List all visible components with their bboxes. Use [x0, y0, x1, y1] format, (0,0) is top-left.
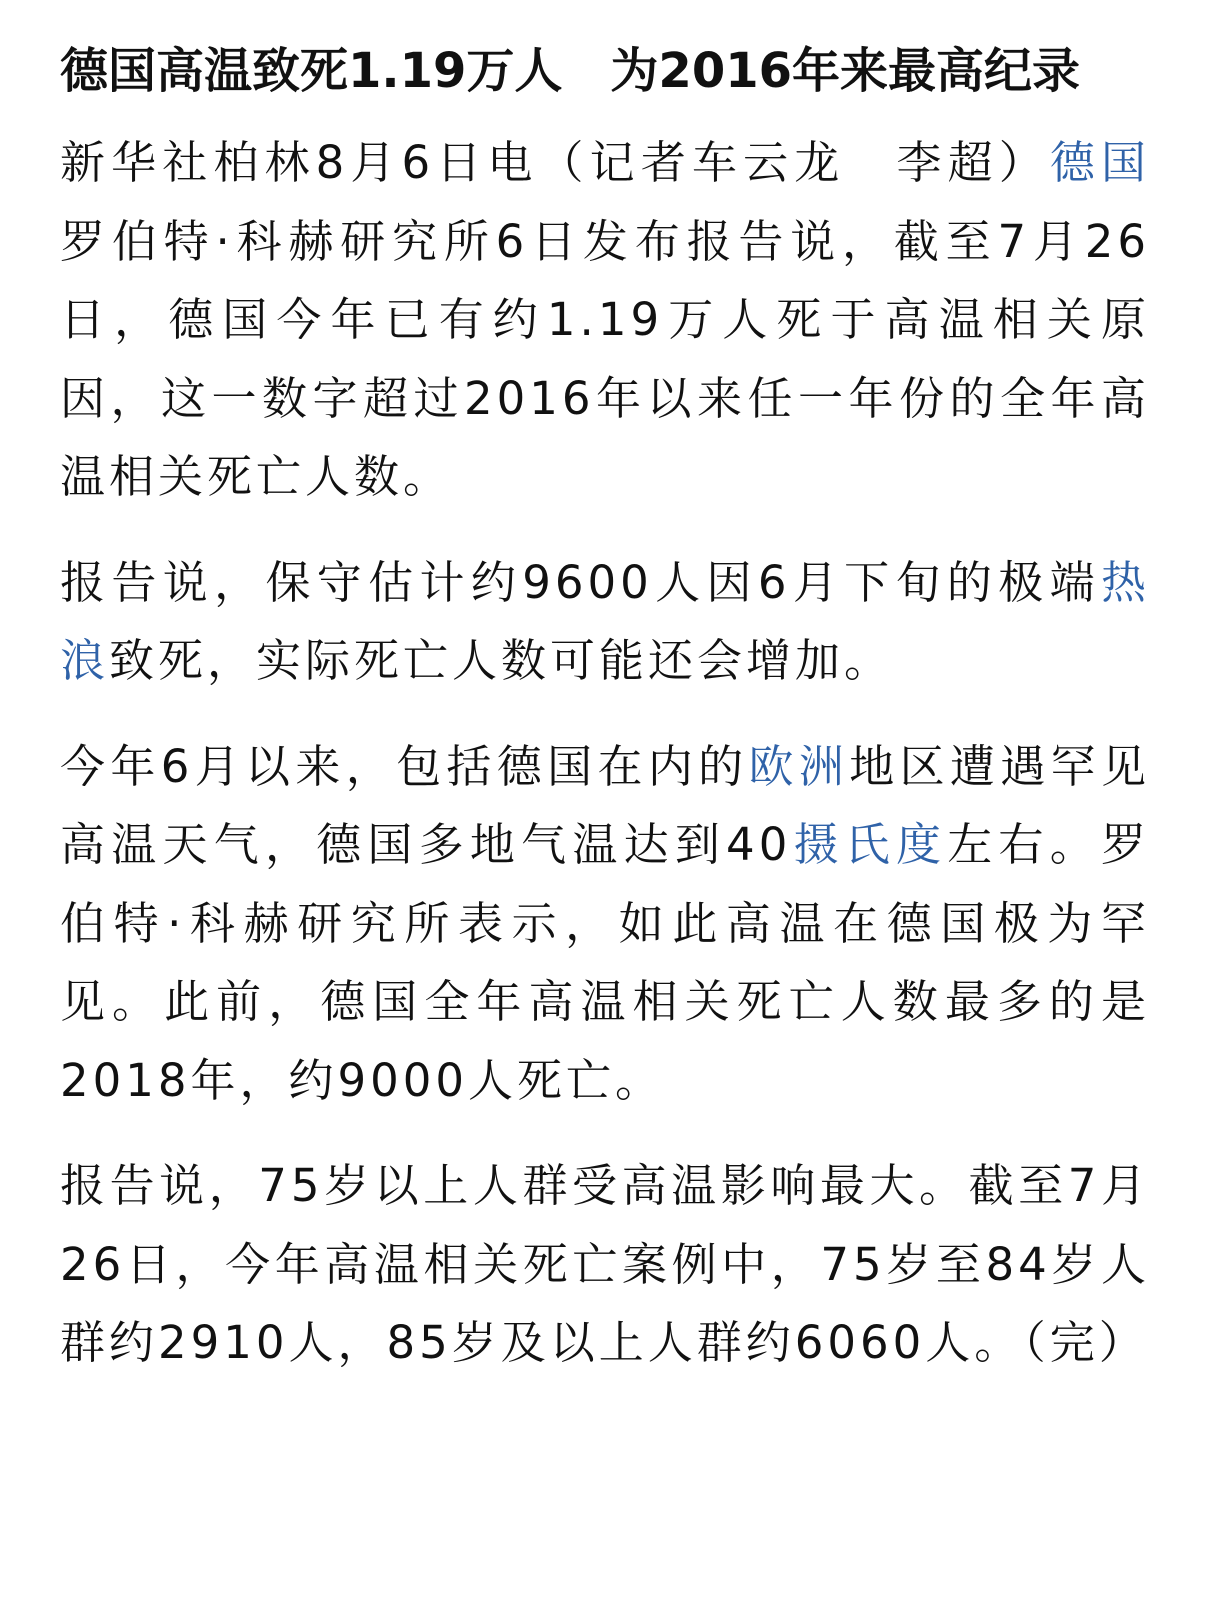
paragraph-1: [60, 124, 1150, 517]
article: [60, 0, 1150, 1383]
link-germany[interactable]: 德国: [1049, 136, 1150, 189]
paragraph-3: [60, 728, 1150, 1121]
paragraph-1-text-b: 罗伯特·科赫研究所6日发布报告说，截至7月26日，德国今年已有约1.19万人死于高温相关原因，这一数字超过2016年以来任一年份的全年高温相关死亡人数。: [60, 214, 1150, 503]
link-heatwave[interactable]: 热浪: [60, 555, 1150, 687]
link-europe[interactable]: 欧洲: [748, 739, 850, 793]
paragraph-4-text-a: 报告说，75岁以上人群受高温影响最大。截至7月26日，今年高温相关死亡案例中，75岁至84岁人群约2910人，85岁及以上人群约6060人。（完）: [60, 1159, 1150, 1369]
headline: 德国高温致死1.19万人 为2016年来最高纪录: [60, 43, 1081, 99]
paragraph-4: [60, 1147, 1150, 1383]
paragraph-3-text-c: 左右。罗伯特·科赫研究所表示，如此高温在德国极为罕见。此前，德国全年高温相关死亡人数最多的是2018年，约9000人死亡。: [60, 818, 1150, 1107]
paragraph-1-text-a: 新华社柏林8月6日电（记者车云龙 李超）: [60, 136, 1050, 189]
paragraph-2-text-b: 致死，实际死亡人数可能还会增加。: [109, 634, 894, 687]
paragraph-3-text-b: 地区遭遇罕见高温天气，德国多地气温达到40: [60, 739, 1150, 871]
paragraph-2-text-a: 报告说，保守估计约9600人因6月下旬的极端: [60, 555, 1101, 609]
link-celsius[interactable]: 摄氏度: [791, 818, 948, 871]
paragraph-2: [60, 544, 1150, 701]
paragraph-3-text-a: 今年6月以来，包括德国在内的: [60, 739, 749, 793]
